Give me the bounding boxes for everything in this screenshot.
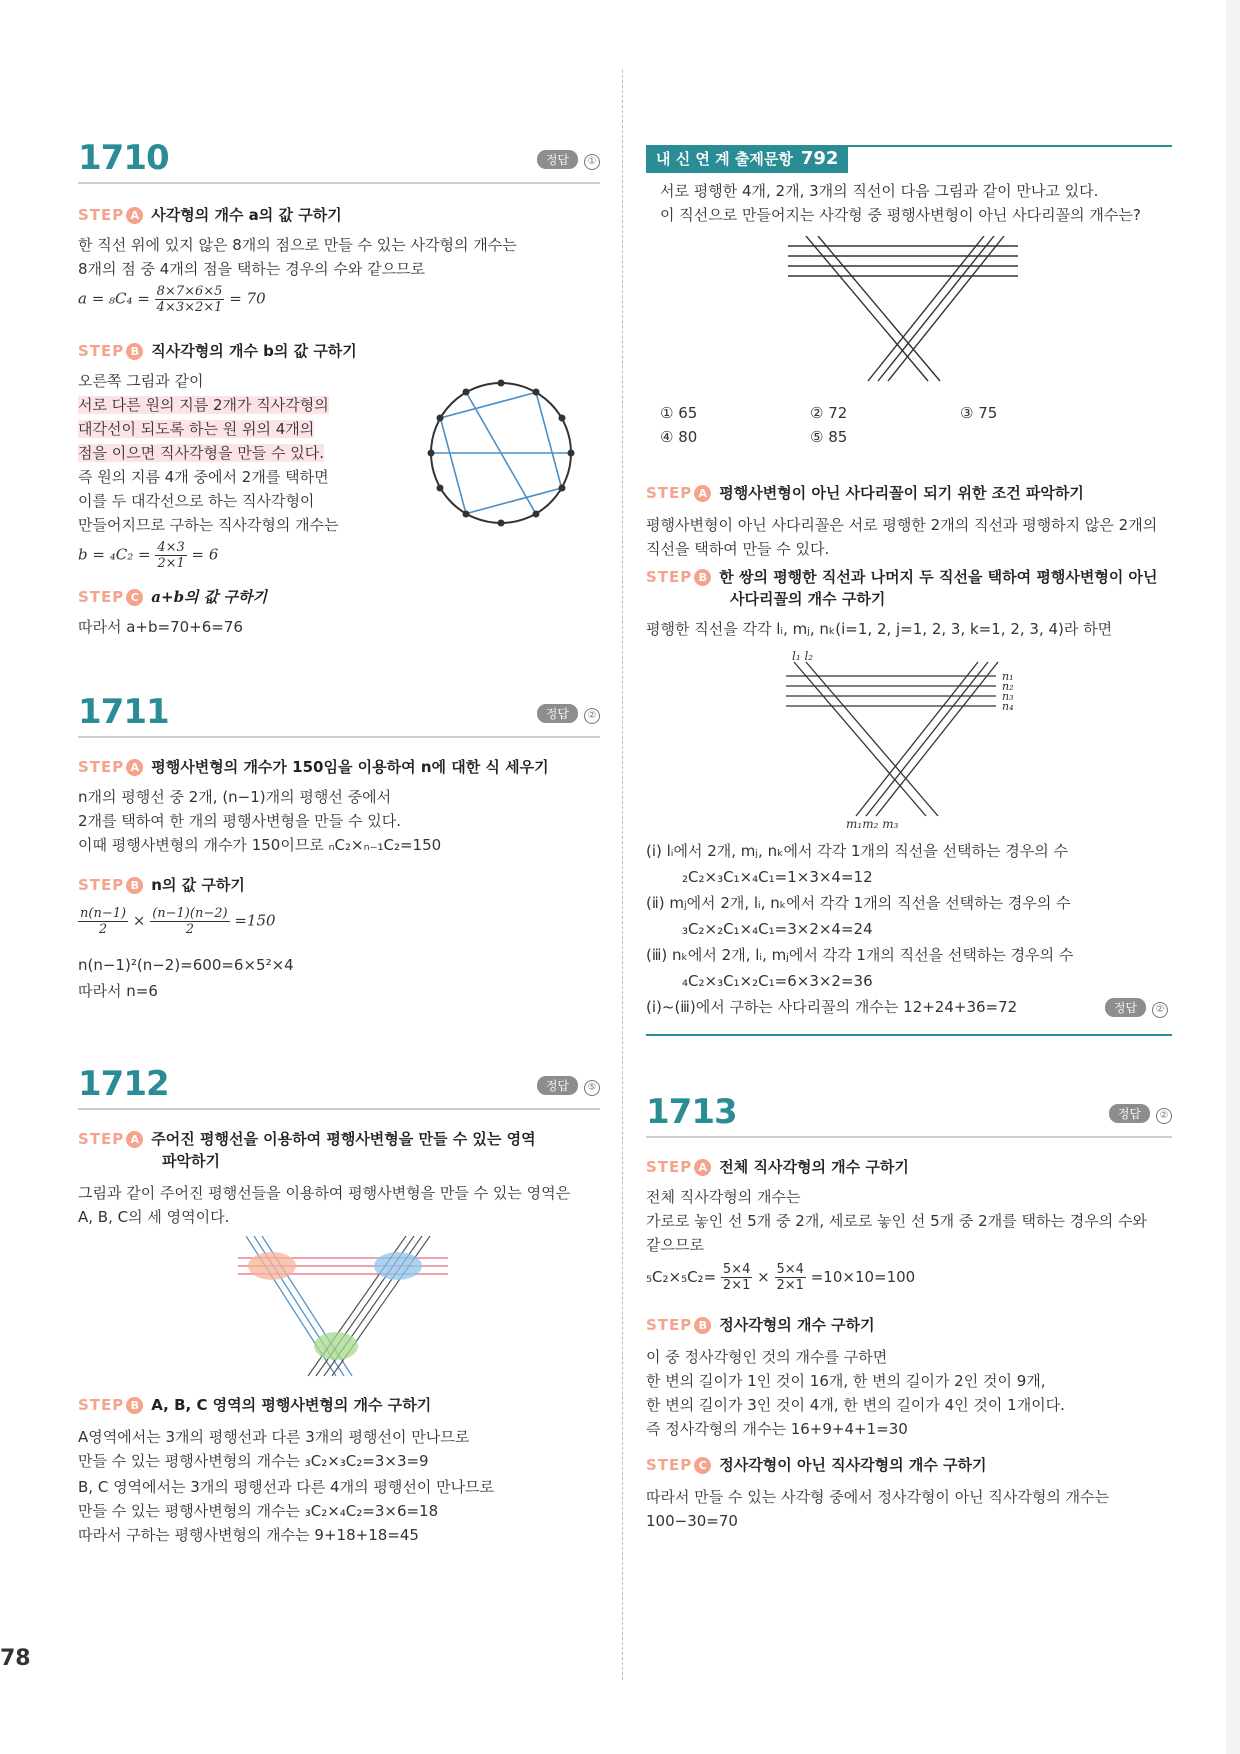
case-line: (ⅲ) nₖ에서 2개, lᵢ, mⱼ에서 각각 1개의 직선을 선택하는 경우의 수 bbox=[646, 946, 1074, 964]
text-line: 100−30=70 bbox=[646, 1512, 738, 1530]
header-rule bbox=[846, 145, 1172, 147]
text-line: 평행한 직선을 각각 lᵢ, mⱼ, nₖ(i=1, 2, j=1, 2, 3, k=1, 2, 3, 4)라 하면 bbox=[646, 620, 1113, 638]
problem-1712 bbox=[78, 1064, 600, 1564]
highlight-line: 대각선이 되도록 하는 원 위의 4개의 bbox=[78, 420, 315, 438]
text-line: 평행사변형이 아닌 사다리꼴은 서로 평행한 2개의 직선과 평행하지 않은 2개의 bbox=[646, 516, 1158, 534]
rule bbox=[78, 1108, 600, 1110]
circle-rectangle-figure bbox=[426, 378, 576, 528]
text-line: A영역에서는 3개의 평행선과 다른 3개의 평행선이 만나므로 bbox=[78, 1428, 470, 1446]
question-lines-figure bbox=[788, 236, 1018, 382]
choice: ④ 80 bbox=[660, 428, 698, 446]
problem-number: 1710 bbox=[78, 138, 169, 178]
rule bbox=[646, 1136, 1172, 1138]
answer-badge: 정답 ② bbox=[1105, 998, 1168, 1018]
step-b-heading: STEP B 정사각형의 개수 구하기 bbox=[646, 1316, 875, 1334]
answer-badge: 정답 ② bbox=[1109, 1104, 1172, 1124]
text-line: 2개를 택하여 한 개의 평행사변형을 만들 수 있다. bbox=[78, 812, 401, 830]
case-line: (ⅰ)~(ⅲ)에서 구하는 사다리꼴의 개수는 12+24+36=72 bbox=[646, 998, 1018, 1016]
text-line: 따라서 만들 수 있는 사각형 중에서 정사각형이 아닌 직사각형의 개수는 bbox=[646, 1488, 1110, 1506]
text-line: A, B, C의 세 영역이다. bbox=[78, 1208, 230, 1226]
case-line: (ⅱ) mⱼ에서 2개, lᵢ, nₖ에서 각각 1개의 직선을 선택하는 경우의 수 bbox=[646, 894, 1071, 912]
m-labels: m₁m₂ m₃ bbox=[846, 817, 899, 828]
formula-b: b = ₄C₂ = $\frac{4\times 3}{2\times 1}$ = 6 bbox=[78, 540, 219, 571]
text-line: 즉 원의 지름 4개 중에서 2개를 택하면 bbox=[78, 468, 329, 486]
n1-label: n₁ bbox=[1002, 670, 1014, 683]
answer-badge: 정답 ① bbox=[537, 150, 600, 170]
step-b-heading: STEP B 한 쌍의 평행한 직선과 나머지 두 직선을 택하여 평행사변형이 아닌 사다리꼴의 개수 구하기 bbox=[646, 568, 1158, 608]
text-line: 오른쪽 그림과 같이 bbox=[78, 372, 204, 390]
step-c-heading: STEP C 정사각형이 아닌 직사각형의 개수 구하기 bbox=[646, 1456, 987, 1474]
formula-rect: ₅C₂×₅C₂= $\frac{5\times 4}{2\times 1}$ × $\frac{5\times 4}{2\times 1}$ =10×10=100 bbox=[646, 1262, 916, 1293]
text-line: 전체 직사각형의 개수는 bbox=[646, 1188, 801, 1206]
text-line: 한 변의 길이가 3인 것이 4개, 한 변의 길이가 4인 것이 1개이다. bbox=[646, 1396, 1065, 1414]
question-line: 서로 평행한 4개, 2개, 3개의 직선이 다음 그림과 같이 만나고 있다. bbox=[660, 182, 1099, 200]
choice: ① 65 bbox=[660, 404, 698, 422]
text-line: 이때 평행사변형의 개수가 150이므로 ₙC₂×ₙ₋₁C₂=150 bbox=[78, 836, 442, 854]
highlight-line: 점을 이으면 직사각형을 만들 수 있다. bbox=[78, 444, 324, 462]
step-a-heading: STEP A 주어진 평행선을 이용하여 평행사변형을 만들 수 있는 영역 파악하기 bbox=[78, 1130, 536, 1170]
case-line: (ⅰ) lᵢ에서 2개, mⱼ, nₖ에서 각각 1개의 직선을 선택하는 경우의 수 bbox=[646, 842, 1068, 860]
highlight-line: 서로 다른 원의 지름 2개가 직사각형의 bbox=[78, 396, 329, 414]
text-line: 8개의 점 중 4개의 점을 택하는 경우의 수와 같으므로 bbox=[78, 260, 426, 278]
text-line: 그림과 같이 주어진 평행선들을 이용하여 평행사변형을 만들 수 있는 영역은 bbox=[78, 1184, 571, 1202]
text-line: 이 중 정사각형인 것의 개수를 구하면 bbox=[646, 1348, 888, 1366]
text-line: 직선을 택하여 만들 수 있다. bbox=[646, 540, 830, 558]
step-a-heading: STEP A 평행사변형이 아닌 사다리꼴이 되기 위한 조건 파악하기 bbox=[646, 484, 1084, 502]
problem-number: 1712 bbox=[78, 1064, 169, 1104]
text-line: 이를 두 대각선으로 하는 직사각형이 bbox=[78, 492, 315, 510]
case-calc: ₂C₂×₃C₁×₄C₁=1×3×4=12 bbox=[682, 868, 873, 886]
related-tag: 내 신 연 계 출제문항 792 bbox=[646, 145, 848, 173]
text-line: 만들 수 있는 평행사변형의 개수는 ₃C₂×₄C₂=3×6=18 bbox=[78, 1502, 439, 1520]
choice: ⑤ 85 bbox=[810, 428, 848, 446]
rule bbox=[78, 182, 600, 184]
right-diagonal-lines bbox=[868, 236, 1004, 381]
n4-label: n₄ bbox=[1002, 700, 1014, 713]
choice: ② 72 bbox=[810, 404, 848, 422]
problem-number: 1711 bbox=[78, 692, 169, 732]
text-line: 따라서 구하는 평행사변형의 개수는 9+18+18=45 bbox=[78, 1526, 419, 1544]
text-line: n개의 평행선 중 2개, (n−1)개의 평행선 중에서 bbox=[78, 788, 392, 806]
text-line: 한 직선 위에 있지 않은 8개의 점으로 만들 수 있는 사각형의 개수는 bbox=[78, 236, 517, 254]
choice: ③ 75 bbox=[960, 404, 998, 422]
page-edge bbox=[1226, 0, 1240, 1754]
text-line: 즉 정사각형의 개수는 16+9+4+1=30 bbox=[646, 1420, 908, 1438]
problem-1710 bbox=[78, 138, 600, 658]
text-line: B, C 영역에서는 3개의 평행선과 다른 4개의 평행선이 만나므로 bbox=[78, 1478, 495, 1496]
case-calc: ₄C₂×₃C₁×₂C₁=6×3×2=36 bbox=[682, 972, 873, 990]
labelled-lines-figure bbox=[786, 648, 1036, 828]
column-divider bbox=[622, 70, 623, 1680]
step-c-heading: STEP C a+b의 값 구하기 bbox=[78, 588, 267, 606]
answer-badge: 정답 ⑤ bbox=[537, 1076, 600, 1096]
answer-badge: 정답 ② bbox=[537, 704, 600, 724]
formula-a: a = ₈C₄ = $\frac{8\times 7\times 6\times 5}{4\times 3\times 2\times 1}$ = 70 bbox=[78, 284, 266, 315]
n3-label: n₃ bbox=[1002, 690, 1014, 703]
case-calc: ₃C₂×₂C₁×₄C₁=3×2×4=24 bbox=[682, 920, 873, 938]
related-end-rule bbox=[646, 1034, 1172, 1036]
step-b-heading: STEP B 직사각형의 개수 b의 값 구하기 bbox=[78, 342, 357, 360]
parallel-lines-regions-figure bbox=[238, 1236, 448, 1381]
problem-1713 bbox=[646, 1092, 1172, 1542]
page-number: 78 bbox=[0, 1646, 31, 1671]
l-labels: l₁ l₂ bbox=[792, 649, 814, 663]
step-b-heading: STEP B n의 값 구하기 bbox=[78, 876, 245, 894]
n2-label: n₂ bbox=[1002, 680, 1014, 693]
step-a-heading: STEP A 전체 직사각형의 개수 구하기 bbox=[646, 1158, 909, 1176]
step-a-heading: STEP A 평행사변형의 개수가 150임을 이용하여 n에 대한 식 세우기 bbox=[78, 758, 549, 776]
text-line: 만들어지므로 구하는 직사각형의 개수는 bbox=[78, 516, 339, 534]
rule bbox=[78, 736, 600, 738]
text-line: 따라서 a+b=70+6=76 bbox=[78, 618, 243, 636]
formula-n: $\frac{n(n-1)}{2}$ × $\frac{(n-1)(n-2)}{2}$ =150 bbox=[80, 906, 276, 937]
text-line: 만들 수 있는 평행사변형의 개수는 ₃C₂×₃C₂=3×3=9 bbox=[78, 1452, 429, 1470]
m-lines bbox=[856, 662, 998, 816]
problem-number: 1713 bbox=[646, 1092, 737, 1132]
region-a bbox=[248, 1252, 296, 1280]
text-line: 한 변의 길이가 1인 것이 16개, 한 변의 길이가 2인 것이 9개, bbox=[646, 1372, 1046, 1390]
left-diagonal-lines bbox=[806, 236, 940, 381]
region-c bbox=[314, 1332, 358, 1360]
problem-1711 bbox=[78, 692, 600, 1022]
step-b-heading: STEP B A, B, C 영역의 평행사변형의 개수 구하기 bbox=[78, 1396, 432, 1414]
step-a-heading: STEP A 사각형의 개수 a의 값 구하기 bbox=[78, 206, 342, 224]
text-line: n(n−1)²(n−2)=600=6×5²×4 bbox=[78, 956, 294, 974]
text-line: 따라서 n=6 bbox=[78, 982, 158, 1000]
text-line: 같으므로 bbox=[646, 1236, 704, 1254]
related-problem-header bbox=[646, 145, 1172, 175]
region-b bbox=[374, 1252, 422, 1280]
text-line: 가로로 놓인 선 5개 중 2개, 세로로 놓인 선 5개 중 2개를 택하는 경우의 수와 bbox=[646, 1212, 1147, 1230]
question-line: 이 직선으로 만들어지는 사각형 중 평행사변형이 아닌 사다리꼴의 개수는? bbox=[660, 206, 1141, 224]
